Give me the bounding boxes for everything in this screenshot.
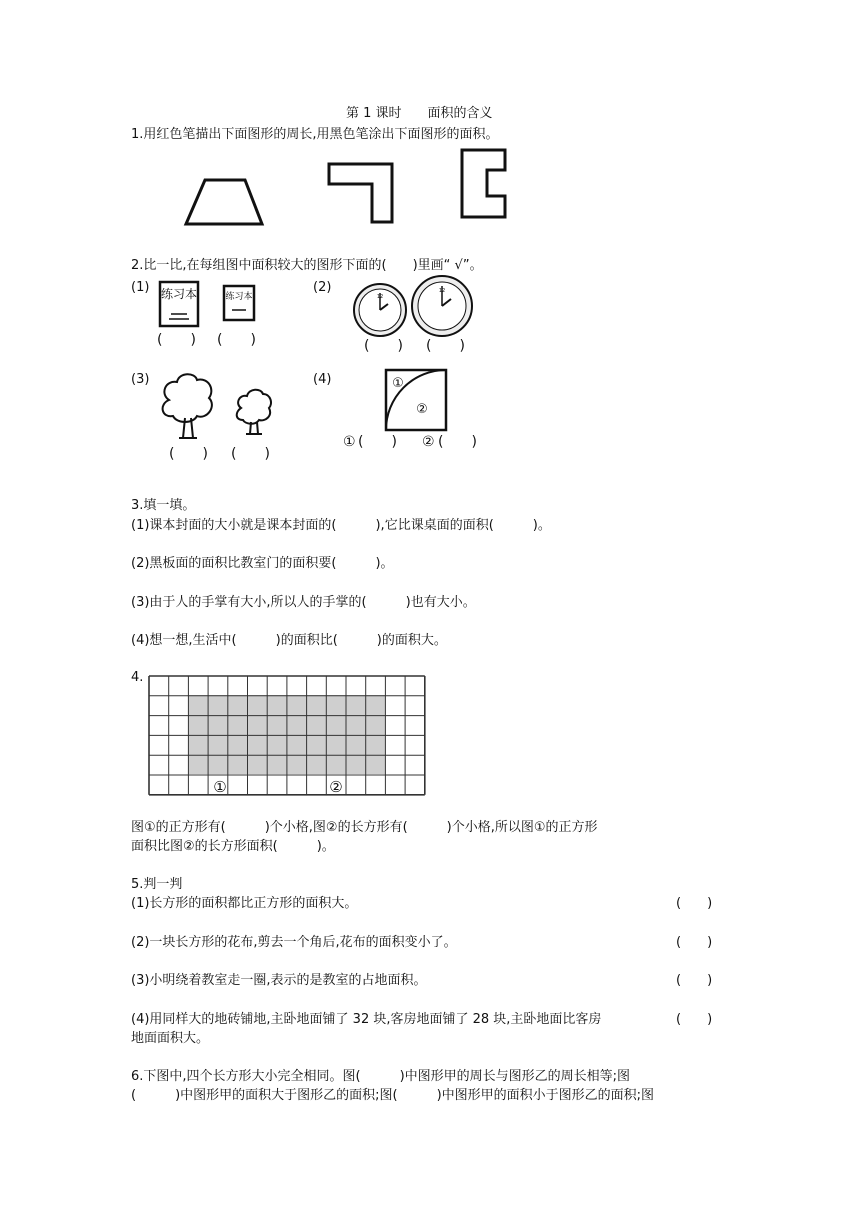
q5-item-1: (1)长方形的面积都比正方形的面积大。	[131, 896, 358, 911]
page-title: 第 1 课时 面积的含义	[346, 106, 493, 121]
large-tree-icon	[163, 374, 212, 438]
trees-figure	[155, 372, 295, 467]
large-notebook	[160, 282, 198, 326]
q2-label-3: (3)	[131, 372, 150, 387]
answer-paren[interactable]: ( )	[169, 446, 208, 462]
answer-paren[interactable]: ( )	[358, 434, 397, 450]
large-notebook-label: 练习本	[160, 287, 198, 301]
q6-line-1: 6.下图中,四个长方形大小完全相同。图( )中图形甲的周长与图形乙的周长相等;图	[131, 1069, 631, 1084]
q1-text: 1.用红色笔描出下面图形的周长,用黑色笔涂出下面图形的面积。	[131, 127, 499, 142]
q1-figures	[0, 140, 860, 230]
answer-paren[interactable]: ( )	[157, 332, 196, 348]
small-notebook-label: 练习本	[225, 292, 253, 302]
region-2-label: ②	[416, 402, 428, 417]
answer-paren[interactable]: ( )	[231, 446, 270, 462]
q5-item-4: (4)用同样大的地砖铺地,主卧地面铺了 32 块,客房地面铺了 28 块,主卧地面比客房	[131, 1012, 602, 1027]
answer-paren[interactable]: ( )	[426, 338, 465, 354]
answer-paren[interactable]: ( )	[217, 332, 256, 348]
q5-item-3: (3)小明绕着教室走一圈,表示的是教室的占地面积。	[131, 973, 427, 988]
q2-text: 2.比一比,在每组图中面积较大的图形下面的( )里画“ √”。	[131, 258, 483, 273]
q3-item-4: (4)想一想,生活中( )的面积比( )的面积大。	[131, 633, 447, 648]
c-shape	[462, 150, 505, 217]
svg-text:②: ②	[422, 434, 435, 450]
q3-item-3: (3)由于人的手掌有大小,所以人的手掌的( )也有大小。	[131, 595, 476, 610]
q2-label-1: (1)	[131, 280, 150, 295]
q5-paren-1[interactable]: ( )	[676, 896, 713, 911]
notebooks-figure	[155, 282, 275, 352]
small-clock-icon	[354, 284, 406, 336]
large-clock-icon	[412, 276, 472, 336]
svg-text:12: 12	[376, 294, 384, 300]
small-notebook	[224, 286, 254, 320]
svg-text:12: 12	[438, 288, 446, 294]
q5-paren-3[interactable]: ( )	[676, 973, 713, 988]
quarter-circle-figure	[340, 368, 500, 453]
grid-lines	[149, 676, 425, 795]
q3-heading: 3.填一填。	[131, 498, 196, 513]
q2-label-4: (4)	[313, 372, 332, 387]
trapezoid-shape	[186, 180, 262, 224]
region-1-label: ①	[392, 376, 404, 391]
q5-paren-4[interactable]: ( )	[676, 1012, 713, 1027]
svg-text:①: ①	[343, 434, 356, 450]
q4-label: 4.	[131, 670, 144, 685]
q5-heading: 5.判一判	[131, 877, 183, 892]
q3-item-2: (2)黑板面的面积比教室门的面积要( )。	[131, 556, 394, 571]
answer-paren[interactable]: ( )	[438, 434, 477, 450]
grid-figure	[148, 675, 428, 800]
q5-item-4-cont: 地面面积大。	[131, 1031, 210, 1046]
q4-line-1: 图①的正方形有( )个小格,图②的长方形有( )个小格,所以图①的正方形	[131, 820, 598, 835]
small-tree-icon	[237, 390, 271, 434]
clocks-figure	[350, 274, 500, 354]
q6-line-2: ( )中图形甲的面积大于图形乙的面积;图( )中图形甲的面积小于图形乙的面积;图	[131, 1088, 655, 1103]
figure-1-label: ①	[213, 778, 227, 796]
q2-label-2: (2)	[313, 280, 332, 295]
l-shape	[329, 164, 392, 222]
answer-paren[interactable]: ( )	[364, 338, 403, 354]
q4-line-2: 面积比图②的长方形面积( )。	[131, 839, 335, 854]
figure-2-label: ②	[329, 778, 343, 796]
q3-item-1: (1)课本封面的大小就是课本封面的( ),它比课桌面的面积( )。	[131, 518, 551, 533]
q5-item-2: (2)一块长方形的花布,剪去一个角后,花布的面积变小了。	[131, 935, 457, 950]
q5-paren-2[interactable]: ( )	[676, 935, 713, 950]
